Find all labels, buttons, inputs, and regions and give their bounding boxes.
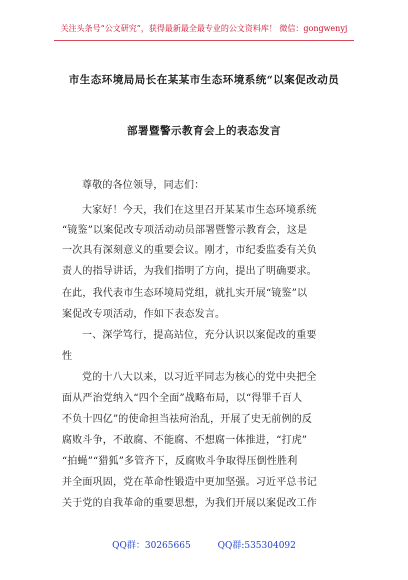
body-line: 在此，我代表市生态环境局党组，就扎实开展“镜鉴”以 [62, 288, 308, 299]
body-line: 一次具有深刻意义的重要会议。刚才，市纪委监委有关负 [62, 245, 317, 256]
document-title-line-2: 部署暨警示教育会上的表态发言 [127, 125, 281, 137]
salutation: 尊敬的各位领导，同志们： [82, 180, 205, 191]
footer-qq-group-1: QQ群：30265665 [112, 541, 191, 551]
footer-contact [0, 538, 408, 551]
body-line: 大家好！今天，我们在这里召开某某市生态环境系统 [82, 205, 317, 216]
body-line: 党的十八大以来，以习近平同志为核心的党中央把全 [82, 372, 317, 383]
body-line: 不负十四亿”的使命担当祛疴治乱，开展了史无前例的反 [62, 414, 313, 425]
body-line: 腐败斗争，不敢腐、不能腐、不想腐一体推进，“打虎” [62, 435, 308, 446]
document-title-line-1: 市生态环境局局长在某某市生态环境系统“以案促改动员 [68, 74, 340, 86]
body-line: “镜鉴”以案促改专项活动动员部署暨警示教育会，这是 [62, 225, 308, 236]
body-line: 并全面巩固，党在革命性锻造中更加坚强。习近平总书记 [62, 477, 317, 488]
header-divider [54, 40, 354, 41]
body-line: 关于党的自我革命的重要思想，为我们开展以案促改工作 [62, 498, 317, 509]
body-line: “拍蝇”“猎狐”多管齐下，反腐败斗争取得压倒性胜利 [62, 456, 298, 467]
section-heading: 一、深学笃行，提高站位，充分认识以案促改的重要 [82, 330, 317, 341]
header-promo-note: 关注头条号“公文研究”，获得最新最全最专业的公文资料库！ 微信：gongwenyj [60, 24, 348, 33]
footer-qq-group-2: QQ群:535304092 [217, 541, 296, 551]
section-heading-cont: 性 [62, 351, 73, 362]
body-line: 面从严治党纳入“四个全面”战略布局，以“得罪千百人 [62, 393, 303, 404]
body-line: 案促改专项活动，作如下表态发言。 [62, 309, 226, 320]
body-line: 责人的指导讲话，为我们指明了方向，提出了明确要求。 [62, 266, 317, 277]
